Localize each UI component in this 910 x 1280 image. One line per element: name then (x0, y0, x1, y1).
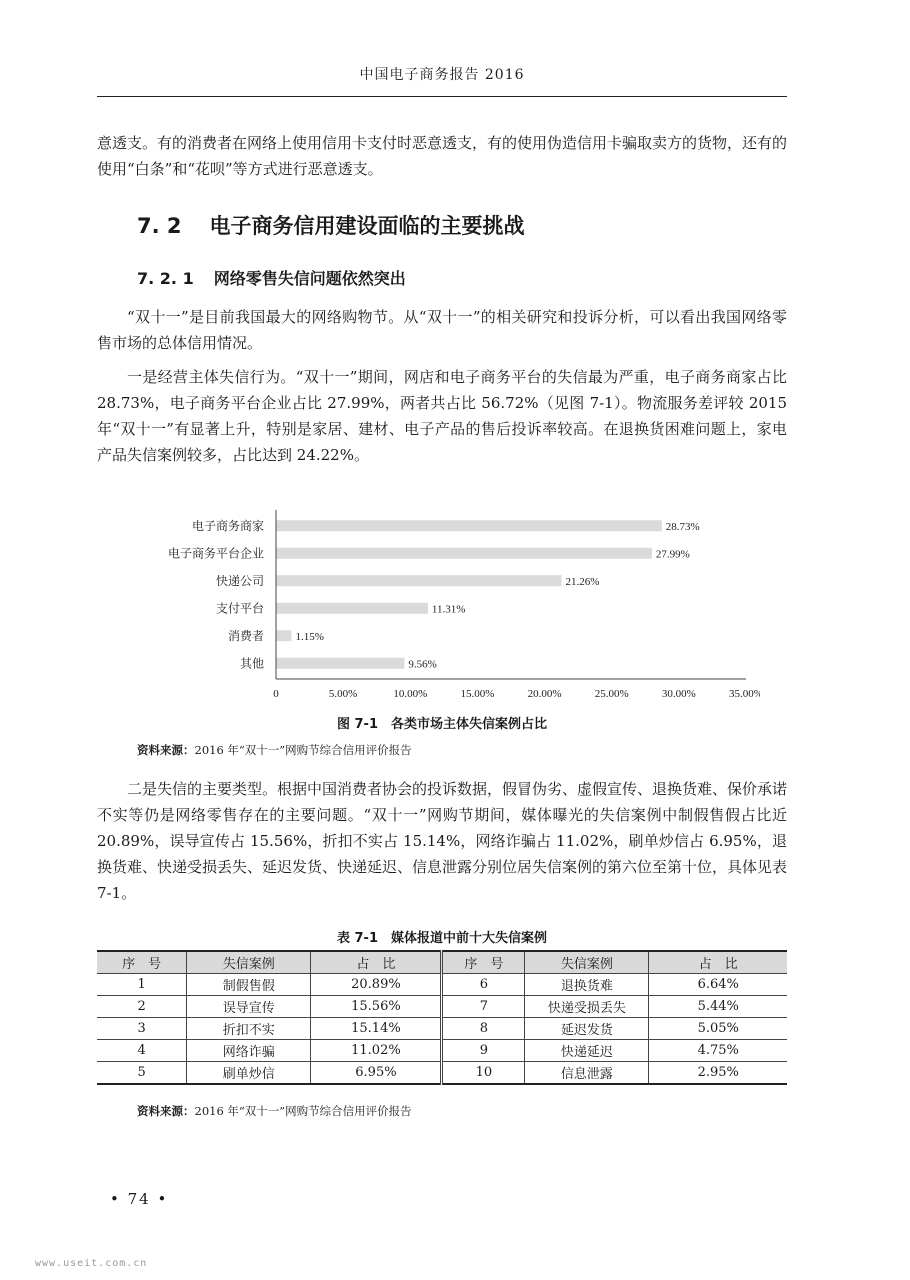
chart-tick-label: 30.00% (661, 688, 696, 700)
table-row (97, 996, 787, 1018)
figure-caption: 图 7-1 各类市场主体失信案例占比 (336, 717, 547, 732)
chart-category-label: 快递公司 (215, 573, 264, 588)
table-cell: 延迟发货 (525, 1018, 649, 1040)
table-source-text: 2016 年“双十一”网购节综合信用评价报告 (194, 1104, 412, 1118)
chart-bar (276, 630, 291, 641)
table-cell: 折扣不实 (187, 1018, 311, 1040)
chart-bar (276, 548, 652, 559)
table-cell: 信息泄露 (525, 1062, 649, 1085)
subsection-heading (137, 266, 406, 289)
table-cell: 快递受损丢失 (525, 996, 649, 1018)
chart-category-label: 其他 (239, 656, 264, 671)
table-header-cell: 序 号 (97, 951, 187, 974)
table-header-row (97, 951, 787, 974)
subsection-title: 网络零售失信问题依然突出 (213, 269, 406, 288)
table-cell: 2.95% (649, 1062, 787, 1085)
table-cell: 6.64% (649, 974, 787, 996)
chart-tick-label: 5.00% (328, 688, 358, 700)
table-cell: 20.89% (311, 974, 442, 996)
intro-paragraph: 意透支。有的消费者在网络上使用信用卡支付时恶意透支，有的使用伪造信用卡骗取卖方的货物，还有的使用“白条”和“花呗”等方式进行恶意透支。 (97, 134, 788, 178)
chart-category-label: 电子商务平台企业 (167, 546, 264, 561)
chart-category-label: 电子商务商家 (191, 518, 264, 533)
chart-tick-label: 20.00% (527, 688, 562, 700)
table-cell: 3 (97, 1018, 187, 1040)
bar-chart (140, 508, 760, 703)
table-cell: 误导宣传 (187, 996, 311, 1018)
table-cell: 制假售假 (187, 974, 311, 996)
table-header-cell: 失信案例 (525, 951, 649, 974)
table-row (97, 1018, 787, 1040)
chart-tick-label: 10.00% (393, 688, 428, 700)
chart-tick-label: 25.00% (594, 688, 629, 700)
chart-value-label: 28.73% (665, 520, 700, 533)
table-cell: 6.95% (311, 1062, 442, 1085)
chart-value-label: 27.99% (655, 548, 690, 561)
chart-category-label: 消费者 (227, 628, 264, 643)
chart-tick-label: 15.00% (460, 688, 495, 700)
table-header-cell: 失信案例 (187, 951, 311, 974)
bar-chart-svg (140, 508, 760, 703)
section-heading (137, 210, 525, 240)
table-cell: 5 (97, 1062, 187, 1085)
chart-bar (276, 603, 428, 614)
chart-bar (276, 658, 404, 669)
body-paragraph-1: “双十一”是目前我国最大的网络购物节。从“双十一”的相关研究和投诉分析，可以看出我国网络零售市场的总体信用情况。 (97, 308, 787, 352)
table-row (97, 1062, 787, 1085)
site-watermark: www.useit.com.cn (35, 1258, 148, 1269)
table-header-cell: 序 号 (442, 951, 525, 974)
table-cell: 2 (97, 996, 187, 1018)
body-paragraph-2: 一是经营主体失信行为。“双十一”期间，网店和电子商务平台的失信最为严重，电子商务商家占比 28.73%，电子商务平台企业占比 27.99%，两者共占比 56.72%（见图 7-1）。物流服务差评较 2015 年“双十一”有显著上升，特别是家居、建材、电子产品的售后投诉率较高。在退换货困难问题上，家电产品失信案例较多，占比达到 24.22%。 (97, 368, 787, 464)
table-cell: 4 (97, 1040, 187, 1062)
table-row (97, 974, 787, 996)
table-cell: 15.14% (311, 1018, 442, 1040)
page-number: • 74 • (110, 1190, 169, 1208)
table-source (137, 1103, 412, 1119)
cases-table (97, 950, 787, 1085)
chart-tick-label: 35.00% (729, 688, 760, 700)
table-cell: 5.44% (649, 996, 787, 1018)
table-cell: 网络诈骗 (187, 1040, 311, 1062)
table-header-cell: 占 比 (311, 951, 442, 974)
chart-bar (276, 520, 662, 531)
table-cell: 11.02% (311, 1040, 442, 1062)
table-cell: 9 (442, 1040, 525, 1062)
chart-tick-label: 0 (273, 688, 279, 700)
section-number: 7. 2 (137, 214, 182, 238)
table-cell: 8 (442, 1018, 525, 1040)
subsection-number: 7. 2. 1 (137, 269, 194, 288)
running-header: 中国电子商务报告 2016 (359, 67, 525, 83)
header-rule (97, 96, 787, 97)
table-cell: 4.75% (649, 1040, 787, 1062)
table-cell: 退换货难 (525, 974, 649, 996)
table-source-label: 资料来源： (137, 1104, 195, 1118)
table-cell: 7 (442, 996, 525, 1018)
chart-value-label: 1.15% (295, 630, 324, 643)
figure-source-label: 资料来源： (137, 743, 195, 757)
body-paragraph-3: 二是失信的主要类型。根据中国消费者协会的投诉数据，假冒伪劣、虚假宣传、退换货难、保价承诺不实等仍是网络零售存在的主要问题。“双十一”网购节期间，媒体曝光的失信案例中制假售假占比近 20.89%，误导宣传占 15.56%，折扣不实占 15.14%，网络诈骗占 11.02%，刷单炒信占 6.95%，退换货难、快递受损丢失、延迟发货、快递延迟、信息泄露分别位居失信案例的第六位至第十位，具体见表 7-1。 (97, 780, 788, 902)
table-cell: 1 (97, 974, 187, 996)
chart-bar (276, 575, 561, 586)
table-cell: 6 (442, 974, 525, 996)
chart-value-label: 21.26% (565, 575, 600, 588)
table-caption: 表 7-1 媒体报道中前十大失信案例 (336, 931, 547, 946)
table-cell: 15.56% (311, 996, 442, 1018)
chart-value-label: 9.56% (408, 658, 437, 671)
table-header-cell: 占 比 (649, 951, 787, 974)
chart-category-label: 支付平台 (215, 601, 264, 616)
figure-source-text: 2016 年“双十一”网购节综合信用评价报告 (194, 743, 412, 757)
table-cell: 快递延迟 (525, 1040, 649, 1062)
figure-source (137, 742, 412, 758)
table-cell: 5.05% (649, 1018, 787, 1040)
section-title: 电子商务信用建设面临的主要挑战 (209, 214, 525, 238)
table-row (97, 1040, 787, 1062)
table-cell: 刷单炒信 (187, 1062, 311, 1085)
chart-value-label: 11.31% (431, 603, 466, 616)
table-cell: 10 (442, 1062, 525, 1085)
